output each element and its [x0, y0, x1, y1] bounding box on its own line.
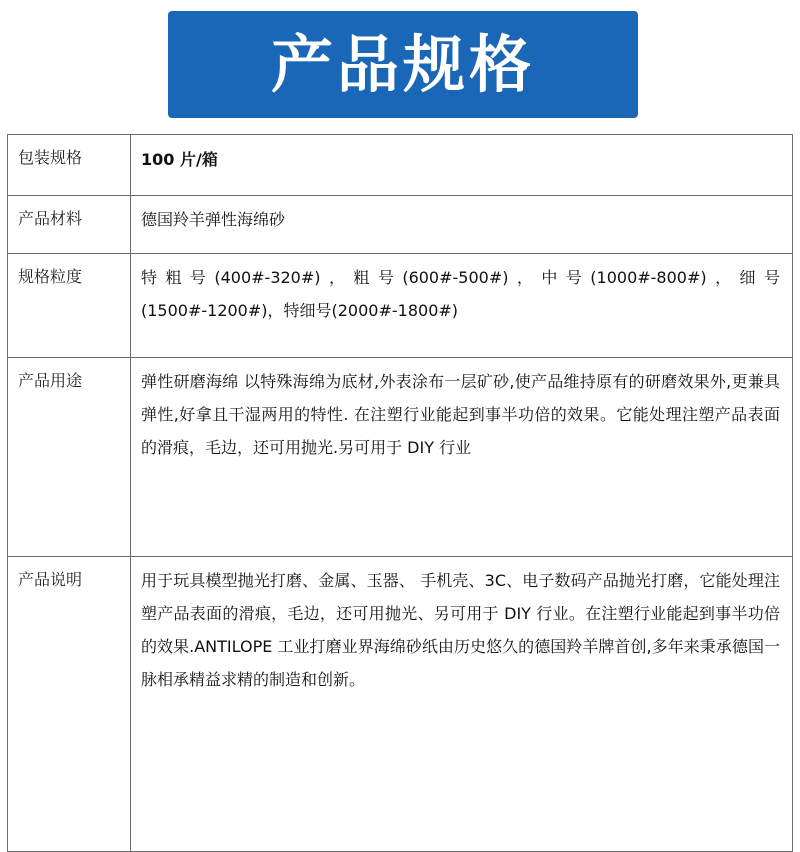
usage-label: 产品用途 — [8, 358, 131, 557]
title-banner — [168, 11, 638, 118]
table-row-description — [8, 557, 793, 852]
material-value: 德国羚羊弹性海绵砂 — [131, 196, 793, 254]
table-row-grit — [8, 254, 793, 358]
table-row-material — [8, 196, 793, 254]
table-row-usage — [8, 358, 793, 557]
packaging-value: 100 片/箱 — [131, 135, 793, 196]
packaging-label: 包装规格 — [8, 135, 131, 196]
material-label: 产品材料 — [8, 196, 131, 254]
page-title: 产品规格 — [270, 27, 535, 101]
grit-label: 规格粒度 — [8, 254, 131, 358]
table-row-packaging — [8, 135, 793, 196]
spec-table — [7, 134, 793, 852]
description-label: 产品说明 — [8, 557, 131, 852]
usage-value: 弹性研磨海绵 以特殊海绵为底材,外表涂布一层矿砂,使产品维持原有的研磨效果外,更兼具弹性,好拿且干湿两用的特性. 在注塑行业能起到事半功倍的效果。它能处理注塑产品表面的滑痕，毛边，还可用抛光.另可用于 DIY 行业 — [131, 358, 793, 557]
description-value: 用于玩具模型抛光打磨、金属、玉器、 手机壳、3C、电子数码产品抛光打磨，它能处理注塑产品表面的滑痕，毛边，还可用抛光、另可用于 DIY 行业。在注塑行业能起到事半功倍的效果.ANTILOPE 工业打磨业界海绵砂纸由历史悠久的德国羚羊牌首创,多年来秉承德国一脉相承精益求精的制造和创新。 — [131, 557, 793, 852]
grit-value: 特粗号(400#-320#)，粗号(600#-500#)，中号(1000#-800#)，细号(1500#-1200#)，特细号(2000#-1800#) — [131, 254, 793, 358]
